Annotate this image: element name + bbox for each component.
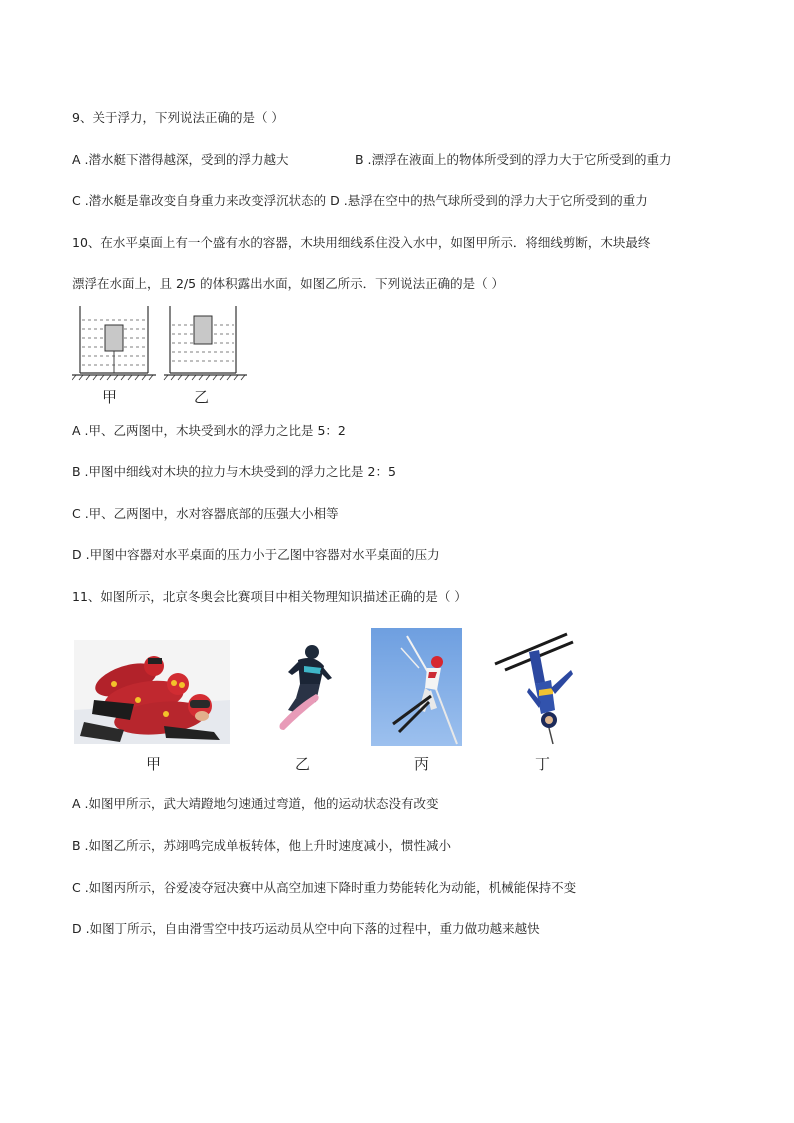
aerial-skier-photo bbox=[371, 628, 462, 746]
q10-option-c: C .甲、乙两图中，水对容器底部的压强大小相等 bbox=[72, 506, 339, 521]
q11-caption-bing: 丙 bbox=[414, 755, 430, 773]
q11-option-b: B .如图乙所示，苏翊鸣完成单板转体，他上升时速度减小，惯性减小 bbox=[72, 838, 452, 853]
q11-caption-ding: 丁 bbox=[535, 755, 551, 773]
q11-option-a: A .如图甲所示，武大靖蹬地匀速通过弯道，他的运动状态没有改变 bbox=[72, 796, 439, 811]
q11-option-d: D .如图丁所示，自由滑雪空中技巧运动员从空中向下落的过程中，重力做功越来越快 bbox=[72, 921, 540, 936]
wood-block-yi bbox=[194, 316, 212, 344]
speed-skating-photo bbox=[74, 640, 230, 744]
q9-stem: 9、关于浮力，下列说法正确的是（ ） bbox=[72, 110, 284, 125]
q10-label-jia: 甲 bbox=[102, 388, 118, 406]
container-yi bbox=[164, 306, 247, 380]
container-jia bbox=[72, 306, 156, 380]
q11-caption-yi: 乙 bbox=[295, 755, 311, 773]
q9-option-cd: C .潜水艇是靠改变自身重力来改变浮沉状态的 D .悬浮在空中的热气球所受到的浮力大于它所受到的重力 bbox=[72, 193, 648, 208]
q11-option-c: C .如图丙所示，谷爱凌夺冠决赛中从高空加速下降时重力势能转化为动能，机械能保持不变 bbox=[72, 880, 577, 895]
q11-caption-jia: 甲 bbox=[146, 755, 162, 773]
q10-stem-line2: 漂浮在水面上，且 2/5 的体积露出水面，如图乙所示．下列说法正确的是（ ） bbox=[72, 276, 505, 291]
q9-option-a: A .潜水艇下潜得越深，受到的浮力越大 bbox=[72, 152, 289, 167]
inverted-skier-photo bbox=[493, 632, 579, 746]
q10-stem-line1: 10、在水平桌面上有一个盛有水的容器，木块用细线系住没入水中，如图甲所示．将细线剪断，木块最终 bbox=[72, 235, 651, 250]
q10-option-a: A .甲、乙两图中，木块受到水的浮力之比是 5：2 bbox=[72, 423, 346, 438]
q9-option-b: B .漂浮在液面上的物体所受到的浮力大于它所受到的重力 bbox=[355, 152, 672, 167]
wood-block-jia bbox=[105, 325, 123, 351]
q10-option-b: B .甲图中细线对木块的拉力与木块受到的浮力之比是 2：5 bbox=[72, 464, 396, 479]
q11-stem: 11、如图所示，北京冬奥会比赛项目中相关物理知识描述正确的是（ ） bbox=[72, 589, 467, 604]
q10-option-d: D .甲图中容器对水平桌面的压力小于乙图中容器对水平桌面的压力 bbox=[72, 547, 440, 562]
snowboarder-photo bbox=[276, 644, 334, 732]
q10-container-figure bbox=[72, 303, 250, 381]
q10-label-yi: 乙 bbox=[194, 388, 210, 406]
